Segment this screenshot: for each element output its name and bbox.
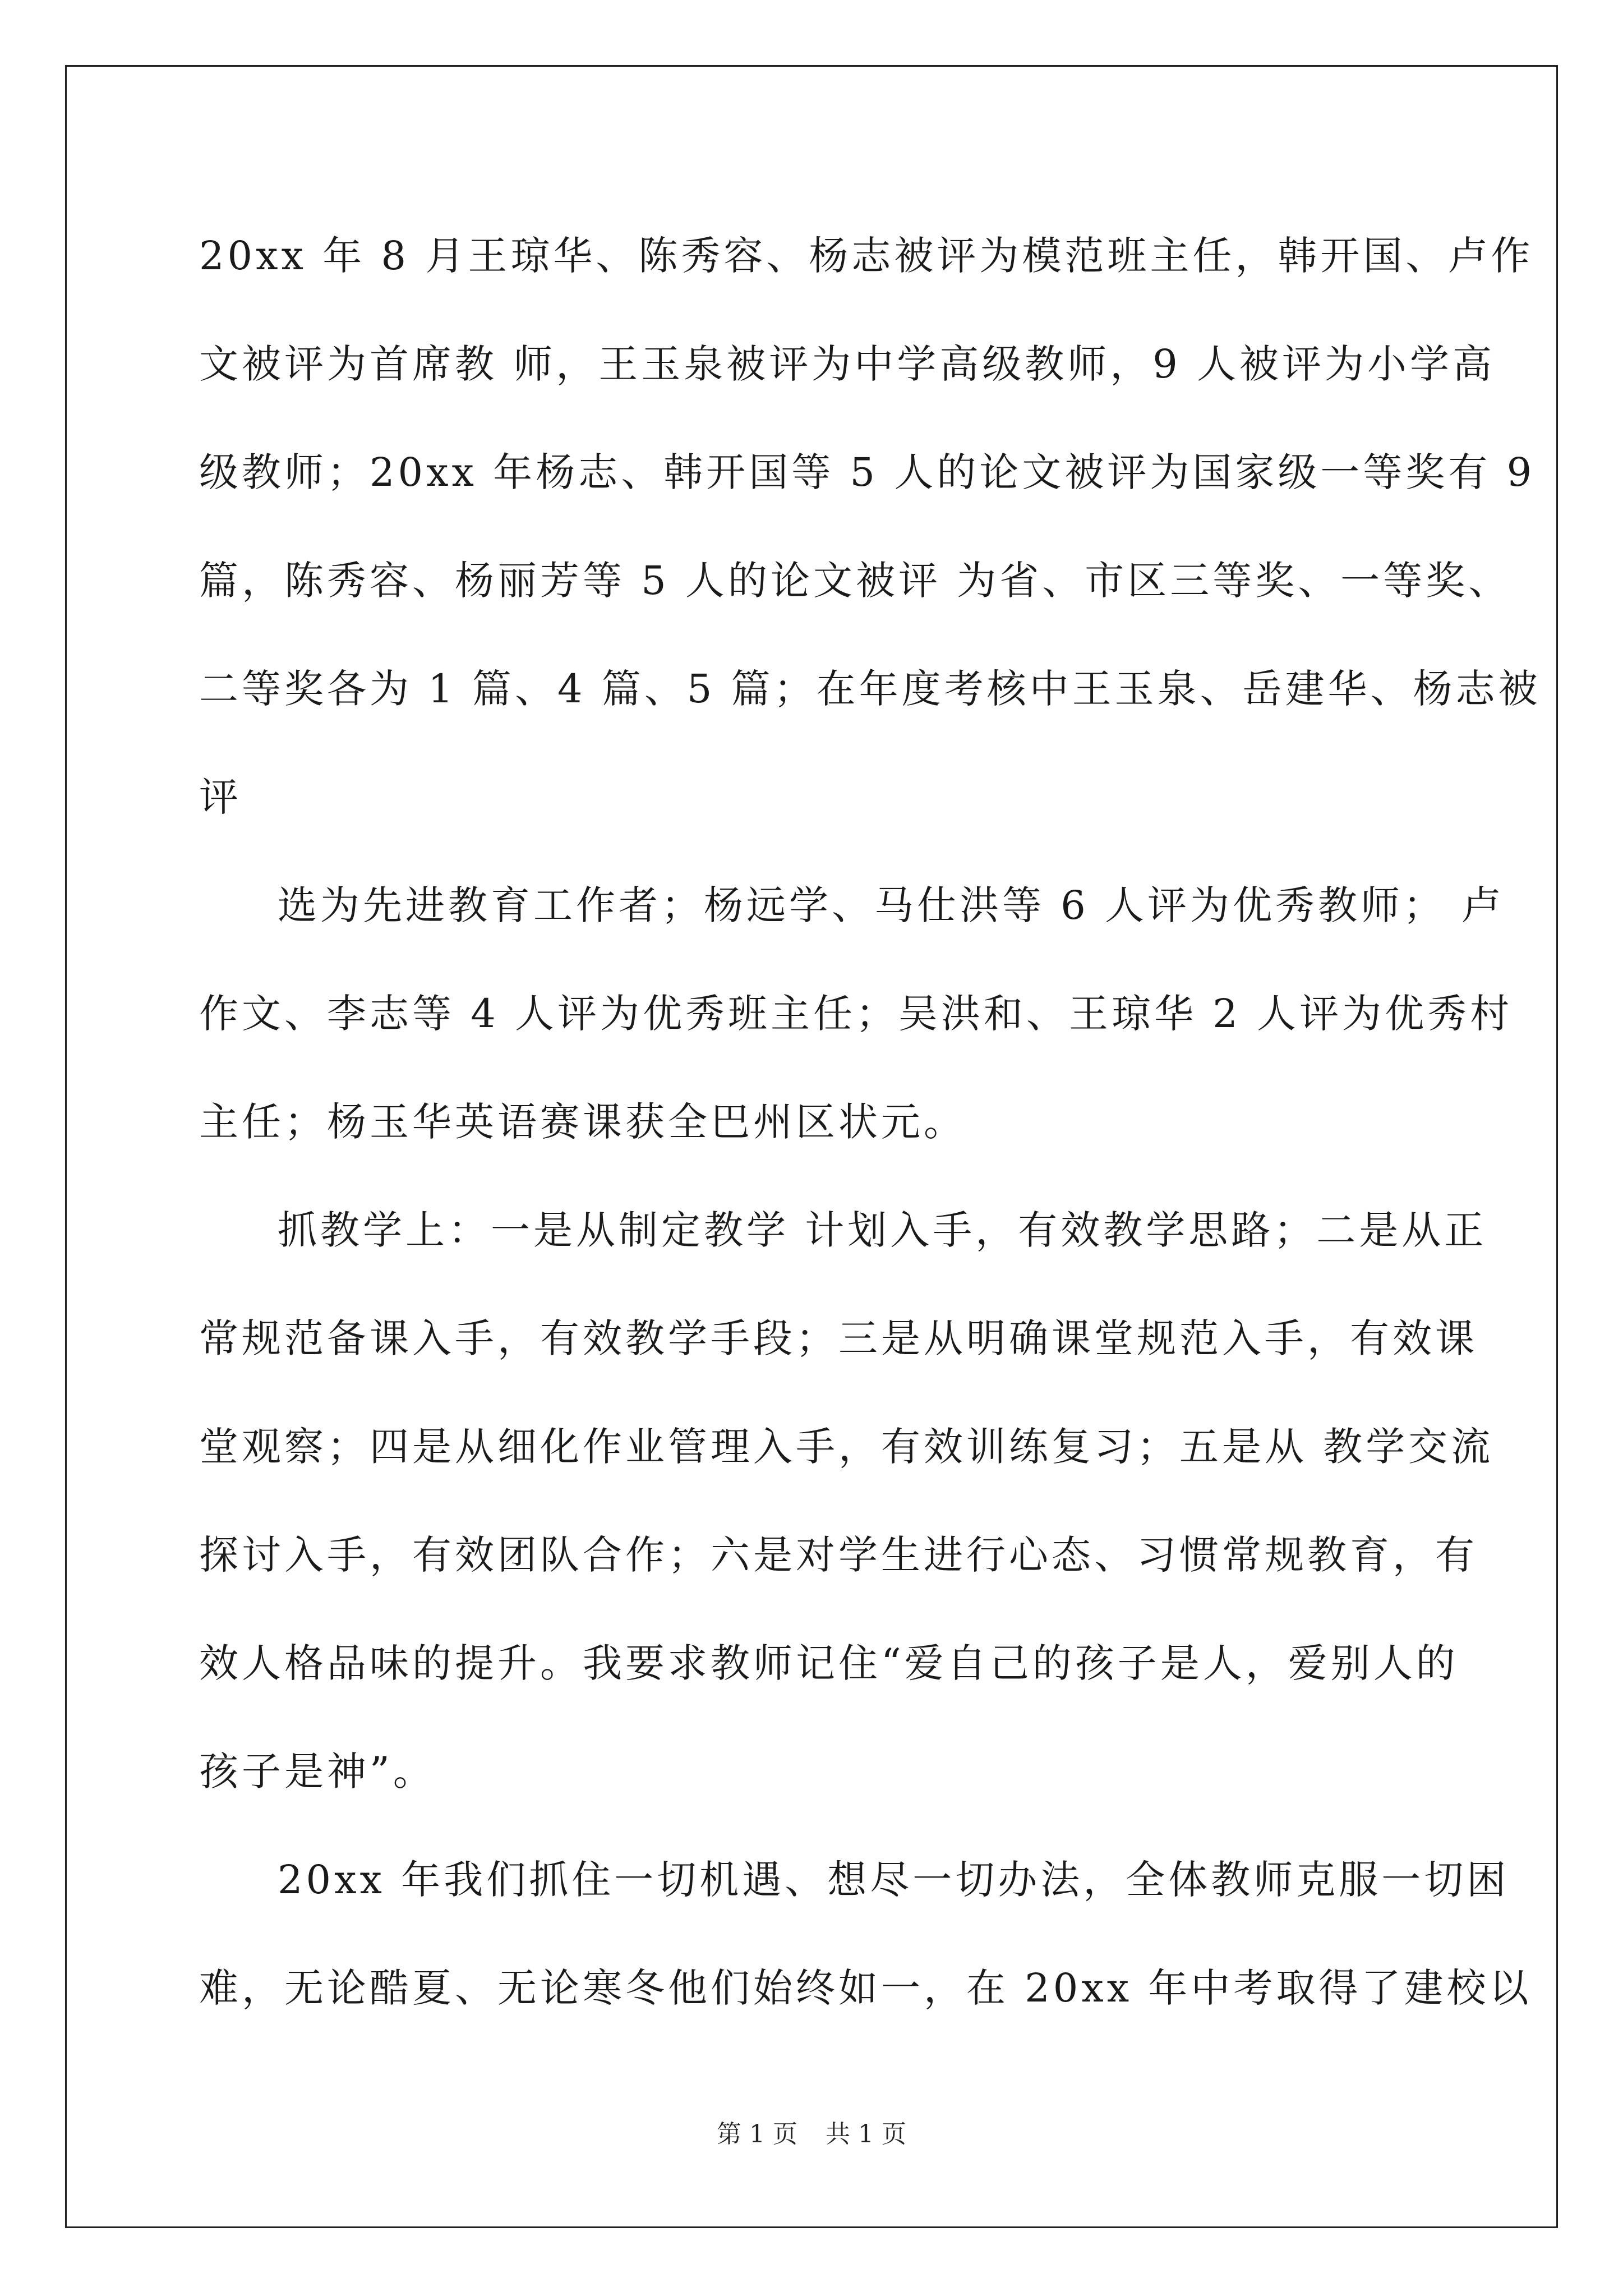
text-line: 堂观察；四是从细化作业管理入手，有效训练复习；五是从 教学交流 — [199, 1424, 1494, 1470]
text-line: 孩子是神”。 — [199, 1749, 436, 1795]
text-line: 抓教学上：一是从制定教学 计划入手，有效教学思路；二是从正 — [278, 1207, 1487, 1253]
text-line: 篇，陈秀容、杨丽芳等 5 人的论文被评 为省、市区三等奖、一等奖、 — [199, 558, 1511, 604]
paragraph-4 — [199, 1826, 1532, 2042]
paragraph-3 — [199, 1176, 1494, 1826]
page-number-total: 共 1 页 — [826, 2120, 906, 2148]
text-line: 作文、李志等 4 人评为优秀班主任；吴洪和、王琼华 2 人评为优秀村 — [199, 991, 1513, 1037]
page-footer — [0, 2118, 1623, 2151]
text-line: 主任；杨玉华英语赛课获全巴州区状元。 — [199, 1099, 966, 1145]
page-number-current: 第 1 页 — [717, 2120, 797, 2148]
text-line: 效人格品味的提升。我要求教师记住“爱自己的孩子是人，爱别人的 — [199, 1640, 1459, 1686]
text-line: 20xx 年我们抓住一切机遇、想尽一切办法，全体教师克服一切困 — [278, 1857, 1510, 1903]
text-line: 20xx 年 8 月王琼华、陈秀容、杨志被评为模范班主任，韩开国、卢作 — [199, 233, 1534, 279]
text-line: 二等奖各为 1 篇、4 篇、5 篇；在年度考核中王玉泉、岳建华、杨志被 — [199, 666, 1541, 712]
text-line: 探讨入手，有效团队合作；六是对学生进行心态、习惯常规教育，有 — [199, 1532, 1478, 1578]
text-line: 级教师；20xx 年杨志、韩开国等 5 人的论文被评为国家级一等奖有 9 — [199, 449, 1536, 495]
document-body — [199, 202, 1541, 2042]
text-line: 评 — [199, 774, 242, 820]
text-line: 难，无论酷夏、无论寒冬他们始终如一，在 20xx 年中考取得了建校以 — [199, 1965, 1532, 2011]
text-line: 常规范备课入手，有效教学手段；三是从明确课堂规范入手，有效课 — [199, 1315, 1478, 1361]
paragraph-1 — [199, 202, 1541, 852]
text-line: 文被评为首席教 师，王玉泉被评为中学高级教师，9 人被评为小学高 — [199, 341, 1496, 387]
text-line: 选为先进教育工作者；杨远学、马仕洪等 6 人评为优秀教师； 卢 — [278, 882, 1505, 928]
paragraph-2 — [199, 852, 1513, 1176]
